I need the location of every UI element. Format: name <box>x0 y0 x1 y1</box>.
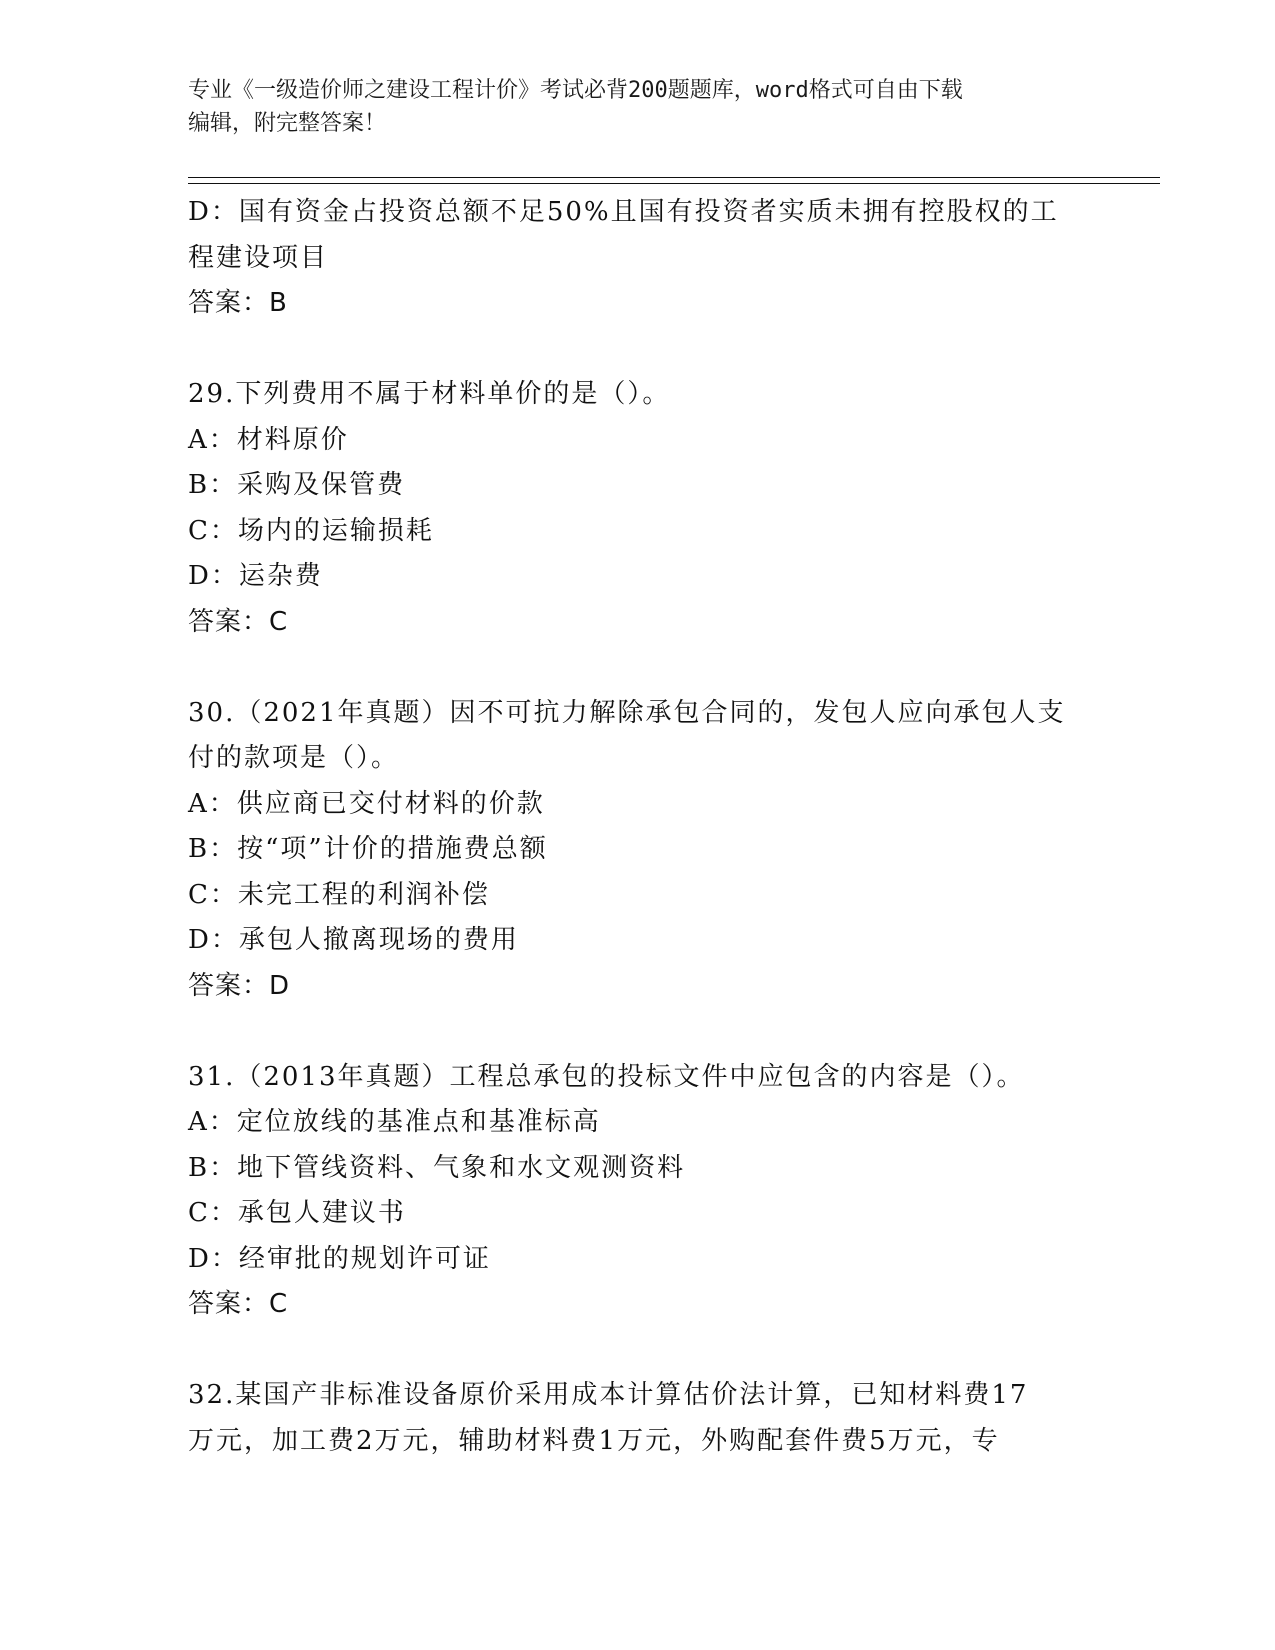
question-block <box>188 691 1088 1010</box>
question-line: 程建设项目 <box>188 242 329 273</box>
answer-line: 答案：C <box>188 1289 289 1319</box>
question-content <box>188 190 1088 1464</box>
option-c: C：场内的运输损耗 <box>188 515 434 546</box>
question-stem: 30.（2021年真题）因不可抗力解除承包合同的，发包人应向承包人支 <box>188 697 1066 728</box>
option-b: B：地下管线资料、气象和水文观测资料 <box>188 1152 686 1183</box>
spacer <box>188 1328 1088 1374</box>
option-c: C：承包人建议书 <box>188 1198 406 1228</box>
question-block <box>188 1373 1088 1464</box>
option-c: C：未完工程的利润补偿 <box>188 879 490 910</box>
option-d: D：承包人撤离现场的费用 <box>188 925 519 955</box>
answer-line: 答案：C <box>188 606 289 637</box>
header-line-1: 专业《一级造价师之建设工程计价》考试必背200题题库，word格式可自由下载 <box>188 78 963 103</box>
question-stem: 31.（2013年真题）工程总承包的投标文件中应包含的内容是（）。 <box>188 1061 1025 1092</box>
document-header <box>188 74 1088 140</box>
question-block <box>188 1055 1088 1328</box>
option-d: D：运杂费 <box>188 561 323 591</box>
spacer <box>188 645 1088 691</box>
option-d: D：经审批的规划许可证 <box>188 1243 491 1274</box>
question-line: D：国有资金占投资总额不足50%且国有投资者实质未拥有控股权的工 <box>188 197 1059 227</box>
option-a: A：供应商已交付材料的价款 <box>188 788 545 819</box>
option-b: B：采购及保管费 <box>188 470 406 500</box>
question-block <box>188 372 1088 645</box>
option-a: A：定位放线的基准点和基准标高 <box>188 1107 601 1137</box>
header-line-2: 编辑，附完整答案！ <box>188 111 387 136</box>
header-divider-top <box>188 177 1160 178</box>
option-b: B：按“项”计价的措施费总额 <box>188 834 548 864</box>
answer-line: 答案：B <box>188 288 288 318</box>
answer-line: 答案：D <box>188 970 291 1001</box>
question-stem: 32.某国产非标准设备原价采用成本计算估价法计算，已知材料费17 <box>188 1380 1029 1410</box>
spacer <box>188 327 1088 373</box>
header-divider-bottom <box>188 183 1160 184</box>
question-stem: 付的款项是（）。 <box>188 743 400 773</box>
spacer <box>188 1009 1088 1055</box>
question-stem: 万元，加工费2万元，辅助材料费1万元，外购配套件费5万元，专 <box>188 1425 1000 1456</box>
question-stem: 29.下列费用不属于材料单价的是（）。 <box>188 379 671 409</box>
question-block <box>188 190 1088 327</box>
option-a: A：材料原价 <box>188 424 349 455</box>
